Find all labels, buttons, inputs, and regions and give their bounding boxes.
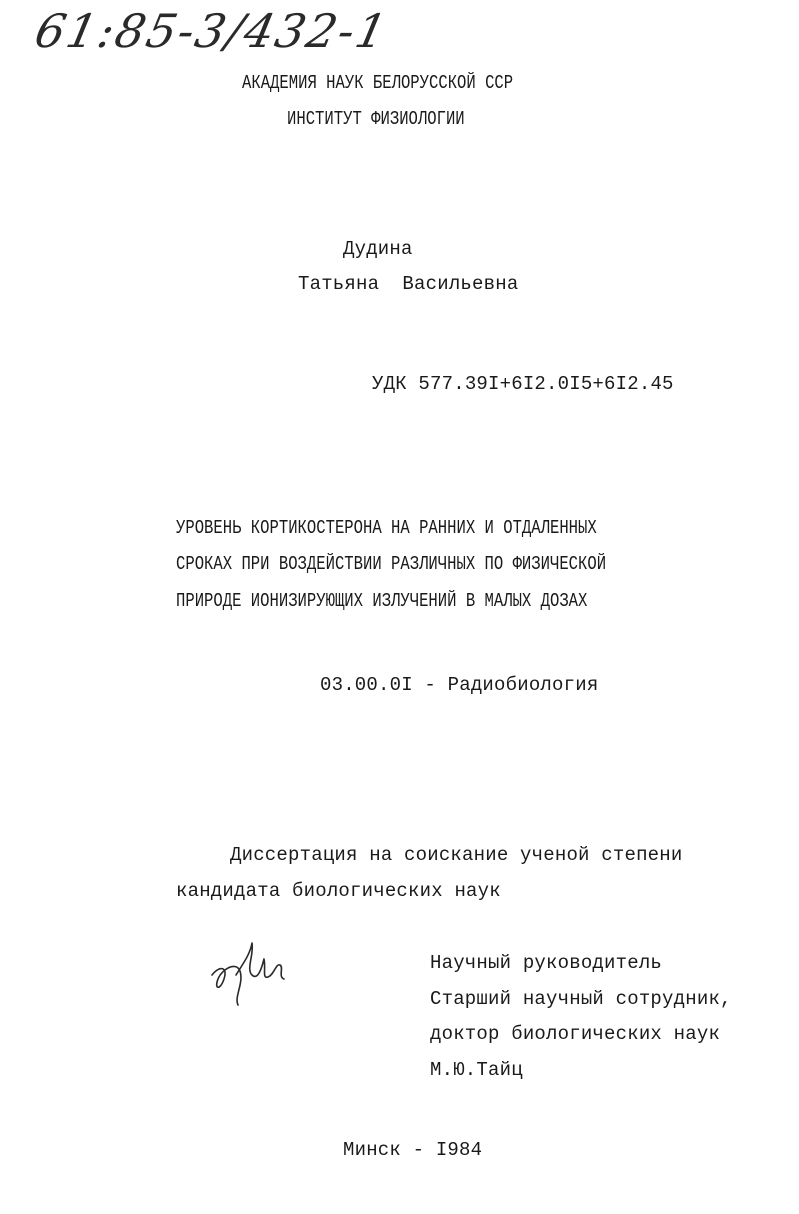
supervisor-position: Старший научный сотрудник, xyxy=(430,988,732,1010)
author-surname: Дудина xyxy=(343,238,413,260)
udc-code: УДК 577.39I+6I2.0I5+6I2.45 xyxy=(372,373,674,395)
specialty-code: 03.00.0I - Радиобиология xyxy=(320,674,599,696)
title-line: СРОКАХ ПРИ ВОЗДЕЙСТВИИ РАЗЛИЧНЫХ ПО ФИЗИЧЕСКОЙ xyxy=(176,553,607,575)
author-name: Татьяна Васильевна xyxy=(298,273,519,295)
institute-heading: ИНСТИТУТ ФИЗИОЛОГИИ xyxy=(287,108,465,130)
title-line: ПРИРОДЕ ИОНИЗИРУЮЩИХ ИЗЛУЧЕНИЙ В МАЛЫХ ДОЗАХ xyxy=(176,590,588,612)
supervisor-degree: доктор биологических наук xyxy=(430,1023,721,1045)
archive-mark: 61:85-3/432-1 xyxy=(30,4,394,58)
title-line: УРОВЕНЬ КОРТИКОСТЕРОНА НА РАННИХ И ОТДАЛЕННЫХ xyxy=(176,517,597,539)
dissertation-line-2: кандидата биологических наук xyxy=(176,880,501,902)
dissertation-line-1: Диссертация на соискание ученой степени xyxy=(230,844,683,866)
supervisor-role: Научный руководитель xyxy=(430,952,663,974)
signature-image xyxy=(206,935,296,1015)
supervisor-name: М.Ю.Тайц xyxy=(430,1059,523,1081)
city-year: Минск - I984 xyxy=(343,1139,483,1161)
academy-heading: АКАДЕМИЯ НАУК БЕЛОРУССКОЙ ССР xyxy=(242,72,514,94)
